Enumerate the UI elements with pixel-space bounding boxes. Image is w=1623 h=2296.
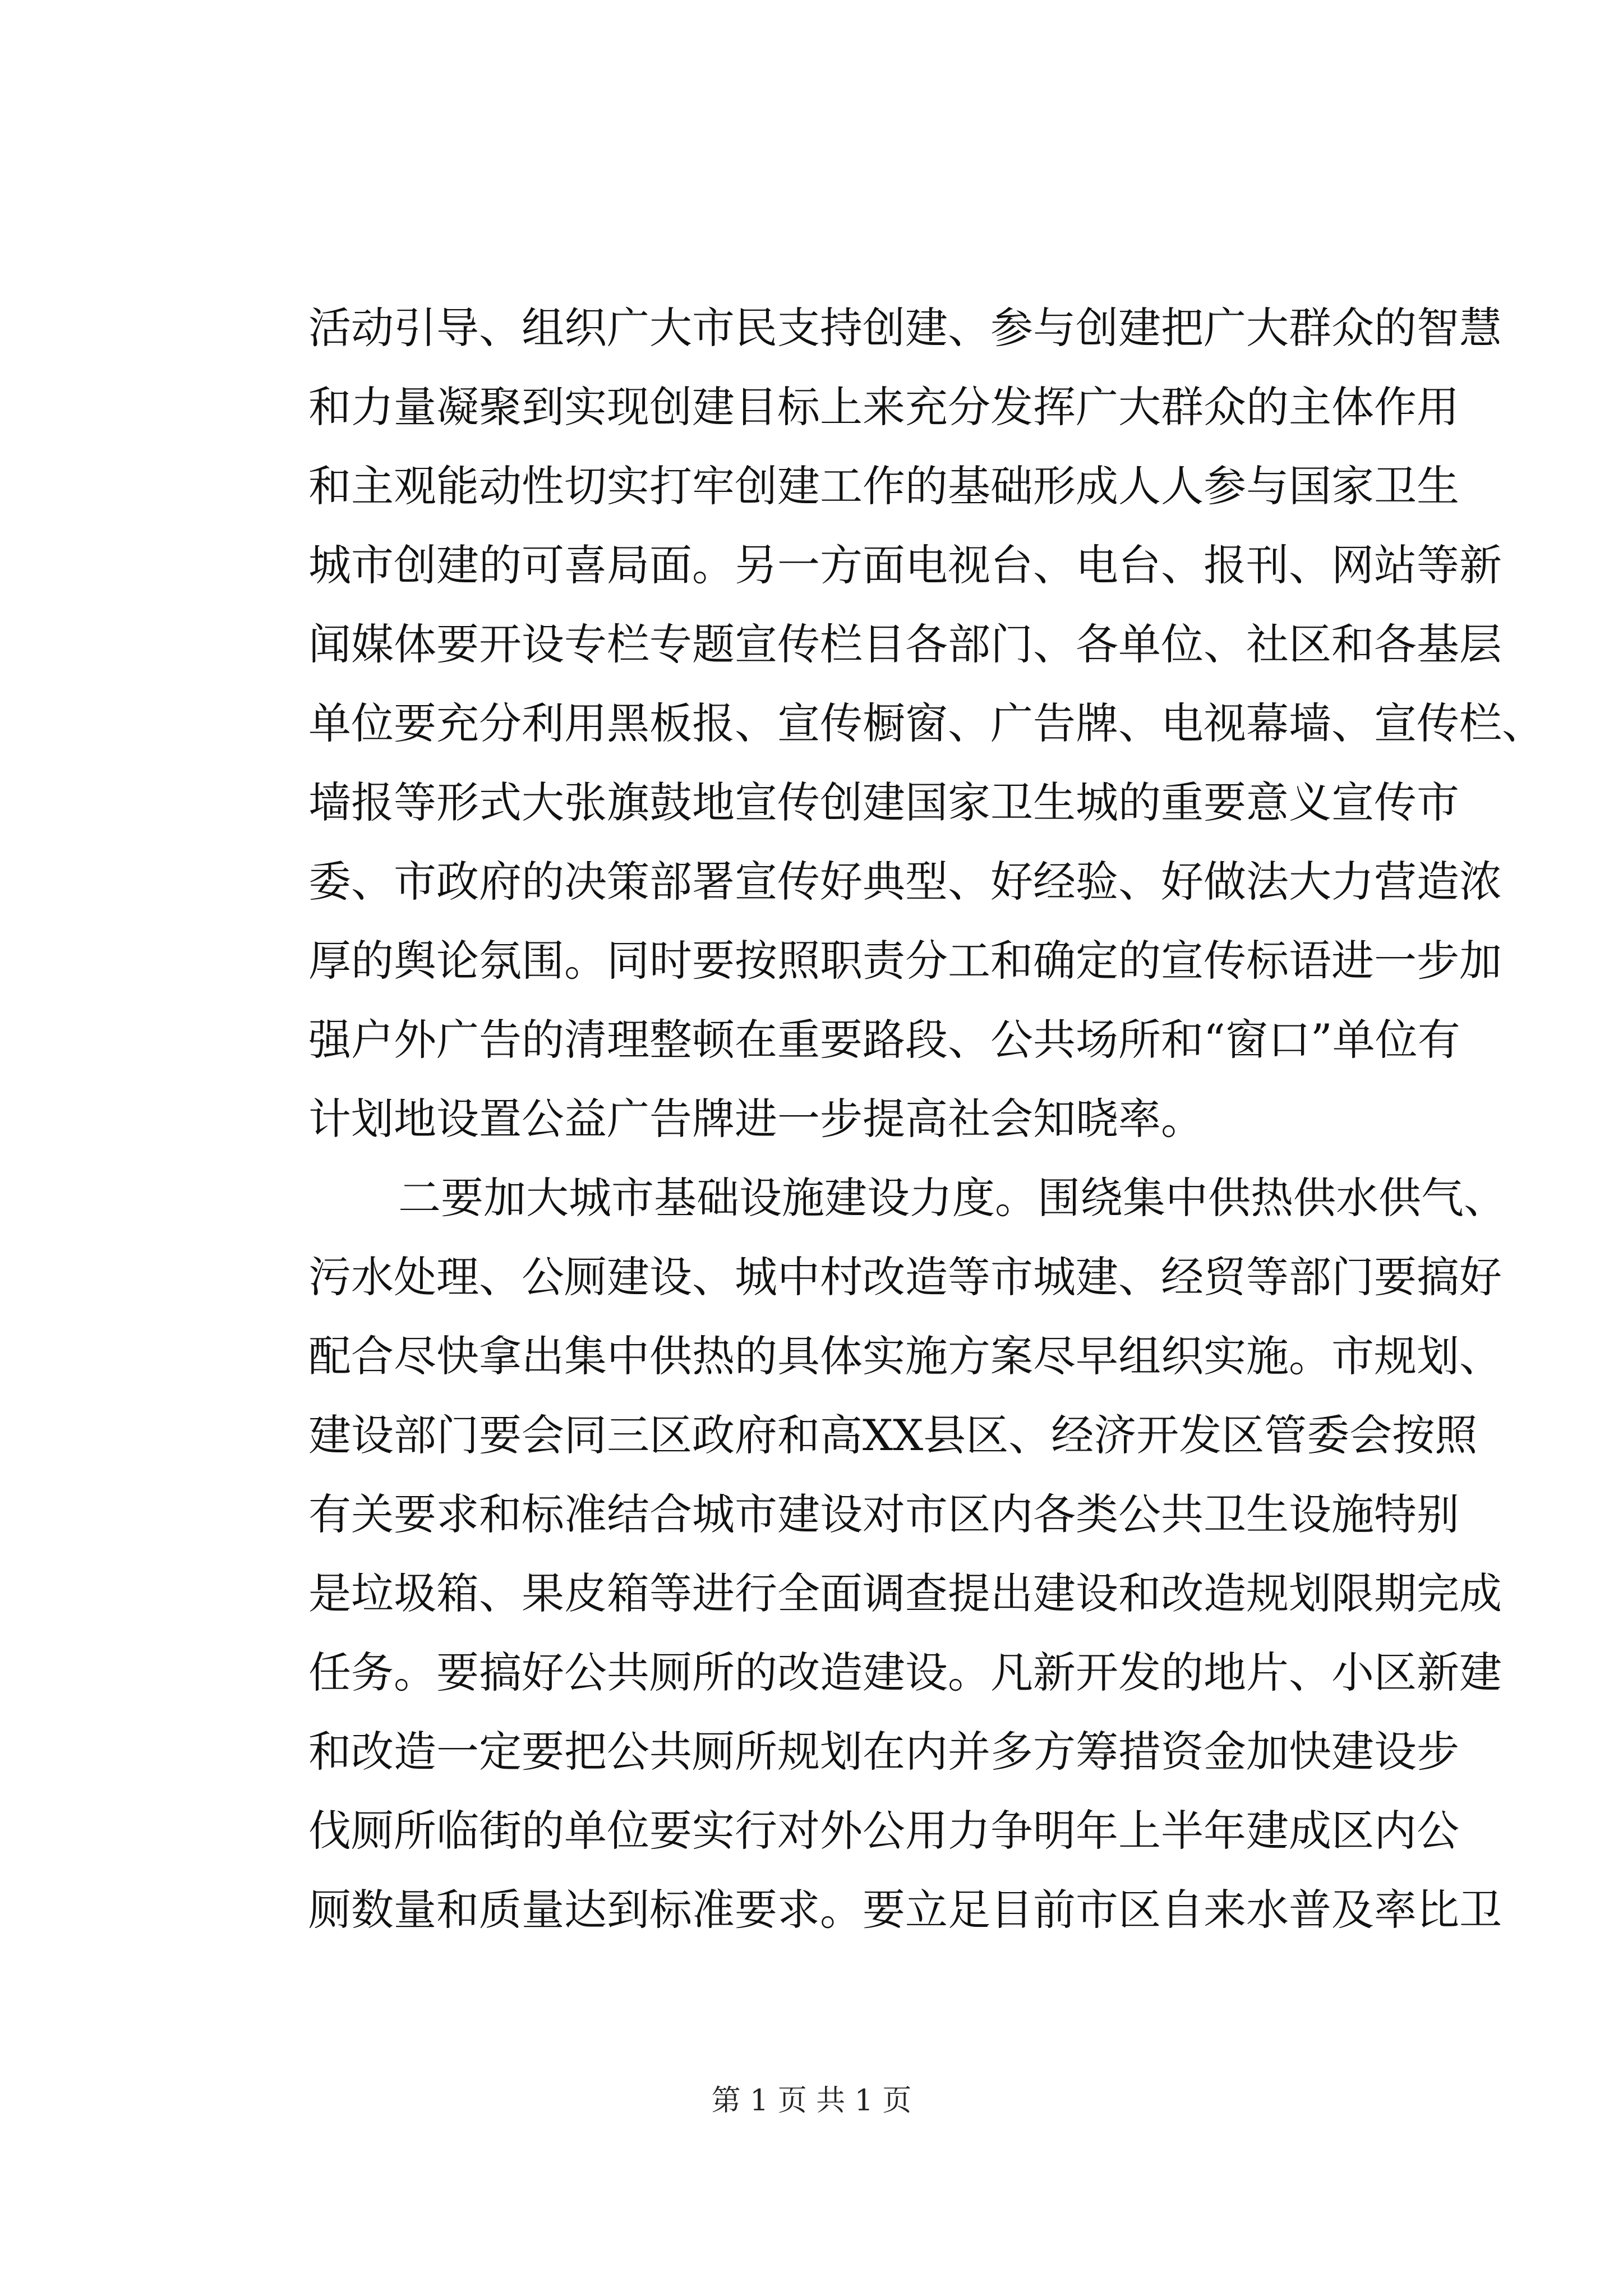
paragraph-1-line-2: 和力量凝聚到实现创建目标上来充分发挥广大群众的主体作用 [308, 382, 1459, 432]
paragraph-2-line-5: 有关要求和标准结合城市建设对市区内各类公共卫生设施特别 [308, 1489, 1459, 1539]
paragraph-2-line-7: 任务。要搞好公共厕所的改造建设。凡新开发的地片、小区新建 [308, 1648, 1502, 1697]
paragraph-2-line-4: 建设部门要会同三区政府和高XX县区、经济开发区管委会按照 [308, 1410, 1478, 1460]
paragraph-1-line-5: 闻媒体要开设专栏专题宣传栏目各部门、各单位、社区和各基层 [308, 619, 1502, 669]
paragraph-2-line-1: 二要加大城市基础设施建设力度。围绕集中供热供水供气、 [398, 1173, 1506, 1223]
paragraph-1-line-9: 厚的舆论氛围。同时要按照职责分工和确定的宣传标语进一步加 [308, 936, 1502, 986]
paragraph-1-line-3: 和主观能动性切实打牢创建工作的基础形成人人参与国家卫生 [308, 461, 1459, 511]
paragraph-2-line-9: 伐厕所临街的单位要实行对外公用力争明年上半年建成区内公 [308, 1806, 1459, 1856]
paragraph-2-line-2: 污水处理、公厕建设、城中村改造等市城建、经贸等部门要搞好 [308, 1252, 1502, 1302]
paragraph-2-line-10: 厕数量和质量达到标准要求。要立足目前市区自来水普及率比卫 [308, 1885, 1502, 1935]
page-footer: 第 1 页 共 1 页 [711, 2084, 912, 2118]
paragraph-2-line-6: 是垃圾箱、果皮箱等进行全面调查提出建设和改造规划限期完成 [308, 1568, 1502, 1618]
paragraph-1-line-11: 计划地设置公益广告牌进一步提高社会知晓率。 [308, 1094, 1204, 1144]
paragraph-1-line-4: 城市创建的可喜局面。另一方面电视台、电台、报刊、网站等新 [308, 540, 1502, 590]
paragraph-1-line-6: 单位要充分利用黑板报、宣传橱窗、广告牌、电视幕墙、宣传栏、 [308, 698, 1544, 748]
paragraph-1-line-1: 活动引导、组织广大市民支持创建、参与创建把广大群众的智慧 [308, 303, 1502, 353]
paragraph-1-line-8: 委、市政府的决策部署宣传好典型、好经验、好做法大力营造浓 [308, 857, 1502, 907]
paragraph-1-line-10: 强户外广告的清理整顿在重要路段、公共场所和“窗口”单位有 [308, 1015, 1460, 1065]
paragraph-1-line-7: 墙报等形式大张旗鼓地宣传创建国家卫生城的重要意义宣传市 [308, 777, 1459, 827]
paragraph-2-line-3: 配合尽快拿出集中供热的具体实施方案尽早组织实施。市规划、 [308, 1331, 1502, 1381]
paragraph-2-line-8: 和改造一定要把公共厕所规划在内并多方筹措资金加快建设步 [308, 1727, 1459, 1777]
